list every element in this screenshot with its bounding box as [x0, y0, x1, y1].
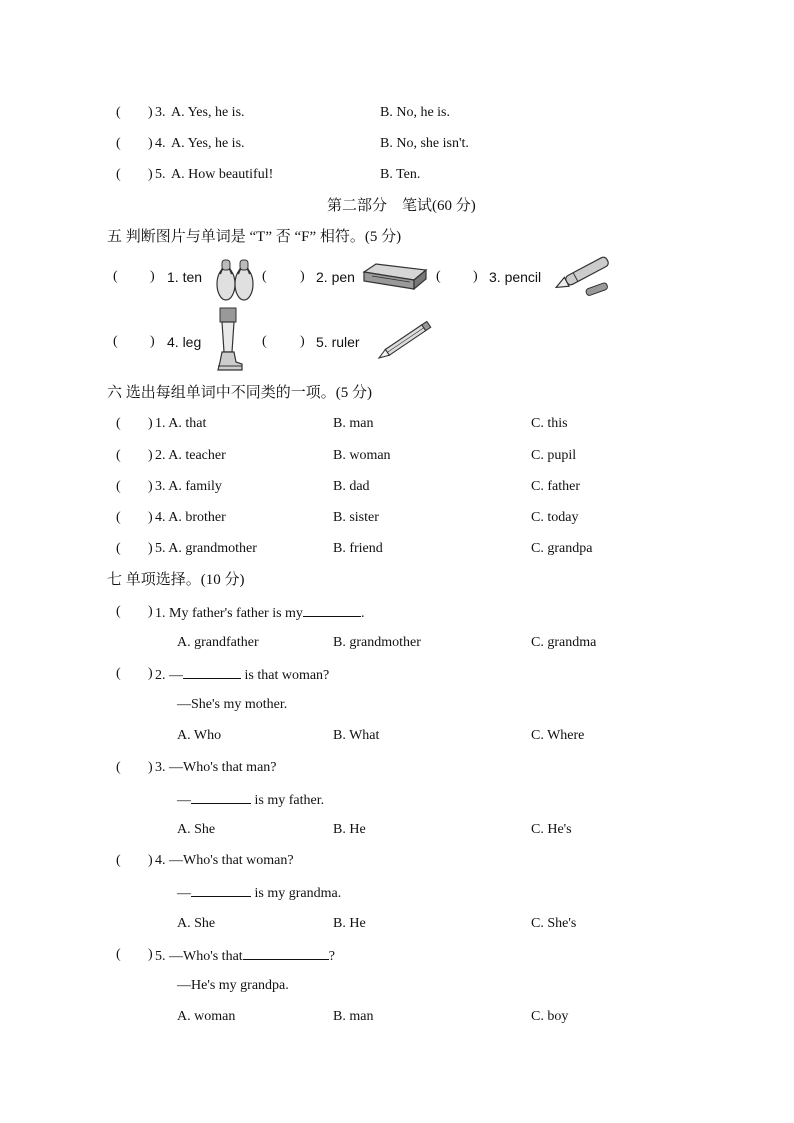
option-a: A. How beautiful! [171, 167, 274, 182]
option-c: C. Where [531, 728, 585, 743]
answer-line: —She's my mother. [177, 697, 288, 712]
answer-dash: — [177, 793, 191, 808]
option-b: B. Ten. [380, 167, 421, 182]
answer-blank [191, 790, 251, 804]
paren-close: ) [300, 334, 305, 349]
sandals-icon [214, 254, 256, 302]
paren-open: ( [436, 269, 441, 284]
option-a: A. She [177, 916, 216, 931]
option-b: B. He [333, 822, 366, 837]
paren-open: ( [116, 947, 121, 962]
paren-open: ( [116, 853, 121, 868]
paren-close: ) [148, 760, 153, 775]
section-6-title: 六 选出每组单词中不同类的一项。(5 分) [107, 385, 372, 401]
paren-open: ( [116, 167, 121, 182]
option-c: C. pupil [531, 448, 577, 463]
stem-end: . [360, 606, 365, 621]
question-stem [155, 946, 335, 966]
stem-text: 1. My father's father is my [155, 606, 303, 621]
paren-open: ( [116, 479, 121, 494]
paren-open: ( [116, 760, 121, 775]
stem-end: ? [328, 949, 335, 964]
paren-close: ) [148, 604, 153, 619]
question-number: 3. [155, 105, 166, 120]
answer-blank [243, 946, 329, 960]
paren-close: ) [473, 269, 478, 284]
paren-close: ) [148, 136, 153, 151]
option-a: 3. A. family [155, 479, 222, 494]
stem-text: 5. —Who's that [155, 949, 243, 964]
option-c: C. She's [531, 916, 577, 931]
paren-open: ( [113, 334, 118, 349]
pencil-icon [372, 318, 438, 364]
option-b: B. woman [333, 448, 391, 463]
option-a: A. Yes, he is. [171, 105, 245, 120]
option-a: A. She [177, 822, 216, 837]
paren-open: ( [262, 334, 267, 349]
answer-blank [303, 603, 361, 617]
answer-text: is my father. [251, 793, 325, 808]
option-c: C. grandma [531, 635, 597, 650]
paren-close: ) [148, 167, 153, 182]
answer-blank [191, 883, 251, 897]
option-a: 1. A. that [155, 416, 207, 431]
option-b: B. man [333, 416, 374, 431]
option-a: 4. A. brother [155, 510, 226, 525]
paren-open: ( [116, 448, 121, 463]
paren-close: ) [150, 269, 155, 284]
option-a: 5. A. grandmother [155, 541, 257, 556]
item-word: 3. pencil [489, 269, 542, 285]
question-number: 4. [155, 136, 166, 151]
paren-close: ) [150, 334, 155, 349]
pencil-box-icon [362, 262, 428, 292]
option-c: C. today [531, 510, 579, 525]
option-b: B. No, he is. [380, 105, 450, 120]
item-word: 4. leg [167, 334, 202, 350]
question-stem [155, 603, 364, 623]
option-a: A. woman [177, 1009, 236, 1024]
paren-open: ( [116, 510, 121, 525]
option-b: B. grandmother [333, 635, 421, 650]
option-b: B. No, she isn't. [380, 136, 469, 151]
option-b: B. He [333, 916, 366, 931]
paren-close: ) [148, 448, 153, 463]
answer-blank [183, 665, 241, 679]
question-stem: 4. —Who's that woman? [155, 853, 294, 868]
option-a: 2. A. teacher [155, 448, 226, 463]
option-b: B. man [333, 1009, 374, 1024]
paren-close: ) [300, 269, 305, 284]
paren-close: ) [148, 510, 153, 525]
paren-open: ( [116, 666, 121, 681]
option-c: C. He's [531, 822, 572, 837]
paren-open: ( [116, 105, 121, 120]
option-b: B. sister [333, 510, 379, 525]
option-b: B. friend [333, 541, 383, 556]
paren-open: ( [116, 604, 121, 619]
option-b: B. dad [333, 479, 370, 494]
question-stem: 3. —Who's that man? [155, 760, 277, 775]
option-c: C. father [531, 479, 580, 494]
answer-text: is my grandma. [251, 886, 342, 901]
paren-close: ) [148, 541, 153, 556]
option-a: A. Who [177, 728, 222, 743]
question-number: 5. [155, 167, 166, 182]
option-c: C. grandpa [531, 541, 593, 556]
option-b: B. What [333, 728, 380, 743]
question-stem [155, 665, 329, 685]
section-5-title: 五 判断图片与单词是 “T” 否 “F” 相符。(5 分) [107, 229, 402, 245]
part-heading: 第二部分 笔试(60 分) [327, 198, 476, 214]
option-c: C. this [531, 416, 568, 431]
paren-close: ) [148, 479, 153, 494]
paren-close: ) [148, 666, 153, 681]
item-word: 5. ruler [316, 334, 360, 350]
section-7-title: 七 单项选择。(10 分) [107, 572, 245, 588]
option-c: C. boy [531, 1009, 569, 1024]
option-a: A. Yes, he is. [171, 136, 245, 151]
paren-close: ) [148, 105, 153, 120]
paren-open: ( [116, 541, 121, 556]
paren-close: ) [148, 416, 153, 431]
item-word: 1. ten [167, 269, 203, 285]
answer-line: —He's my grandpa. [177, 978, 289, 993]
stem-text: 2. — [155, 668, 183, 683]
paren-open: ( [116, 416, 121, 431]
paren-close: ) [148, 947, 153, 962]
answer-line [177, 790, 324, 810]
answer-line [177, 883, 341, 903]
item-word: 2. pen [316, 269, 355, 285]
paren-close: ) [148, 853, 153, 868]
answer-dash: — [177, 886, 191, 901]
paren-open: ( [113, 269, 118, 284]
paren-open: ( [262, 269, 267, 284]
fountain-pen-icon [552, 254, 616, 298]
leg-icon [212, 306, 244, 374]
stem-end: is that woman? [241, 668, 330, 683]
paren-open: ( [116, 136, 121, 151]
option-a: A. grandfather [177, 635, 259, 650]
